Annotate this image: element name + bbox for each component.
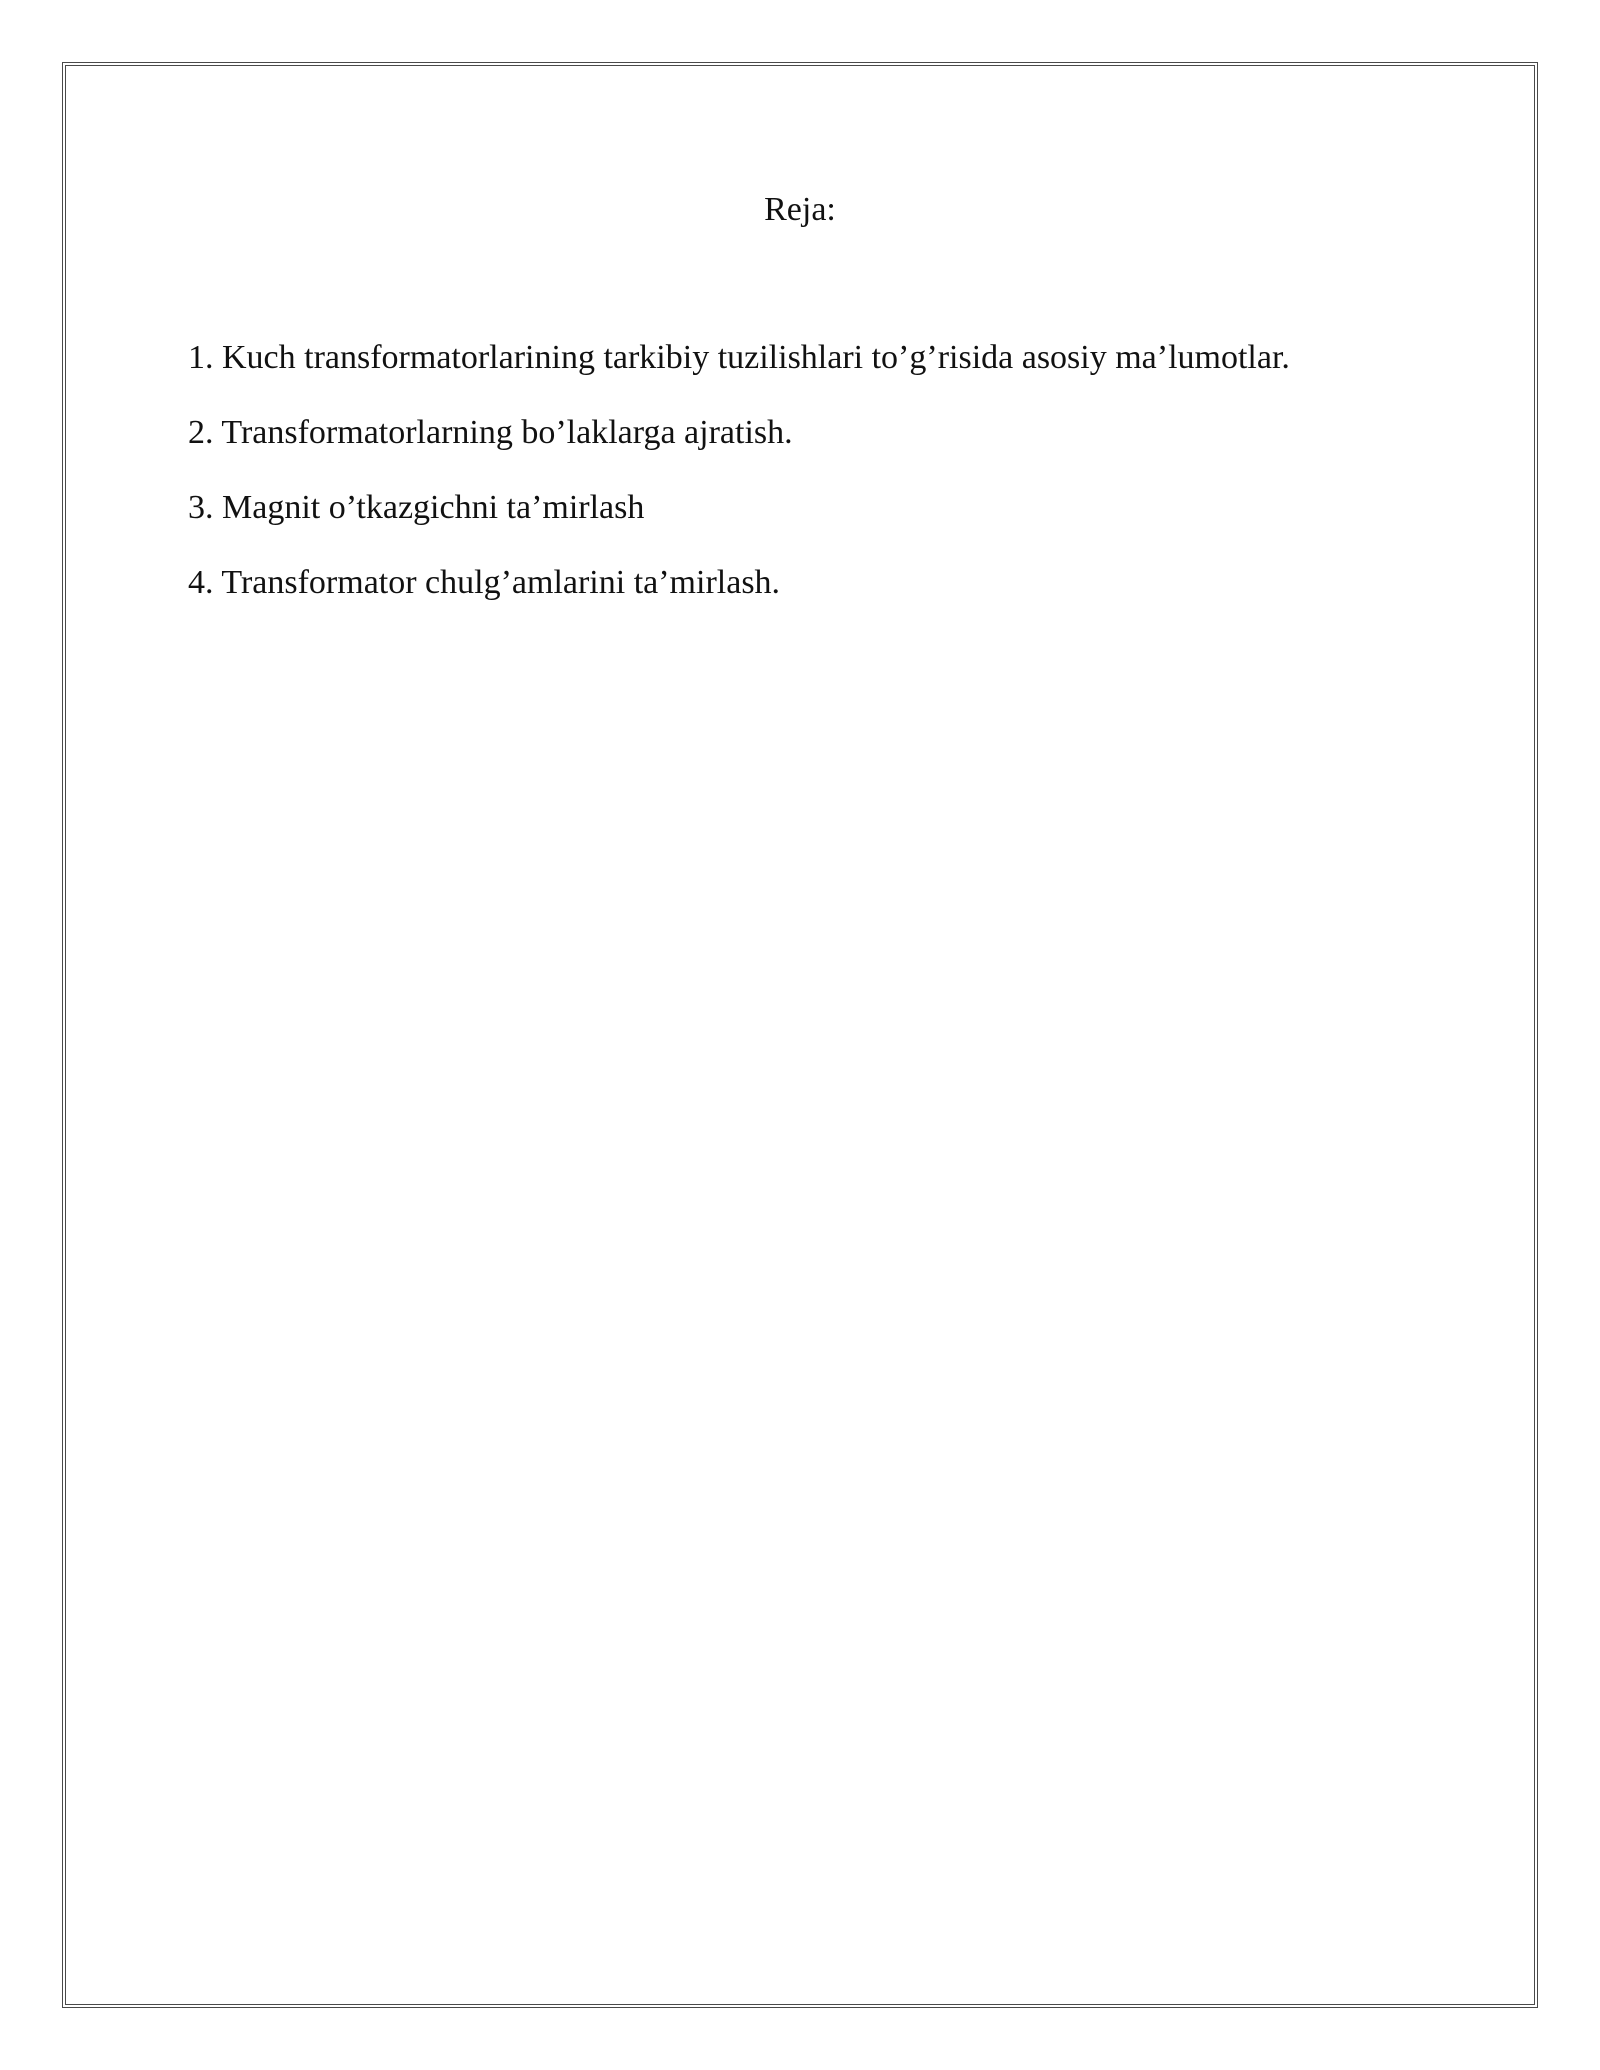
list-item: 4. Transformator chulg’amlarini ta’mirlash.: [188, 564, 781, 601]
page-title: Reja:: [764, 191, 836, 228]
list-item: 2. Transformatorlarning bo’laklarga ajratish.: [188, 414, 793, 451]
plan-list: [188, 338, 1290, 638]
list-item: 1. Kuch transformatorlarining tarkibiy tuzilishlari to’g’risida asosiy ma’lumotlar.: [188, 339, 1290, 376]
list-item: 3. Magnit o’tkazgichni ta’mirlash: [188, 489, 645, 526]
